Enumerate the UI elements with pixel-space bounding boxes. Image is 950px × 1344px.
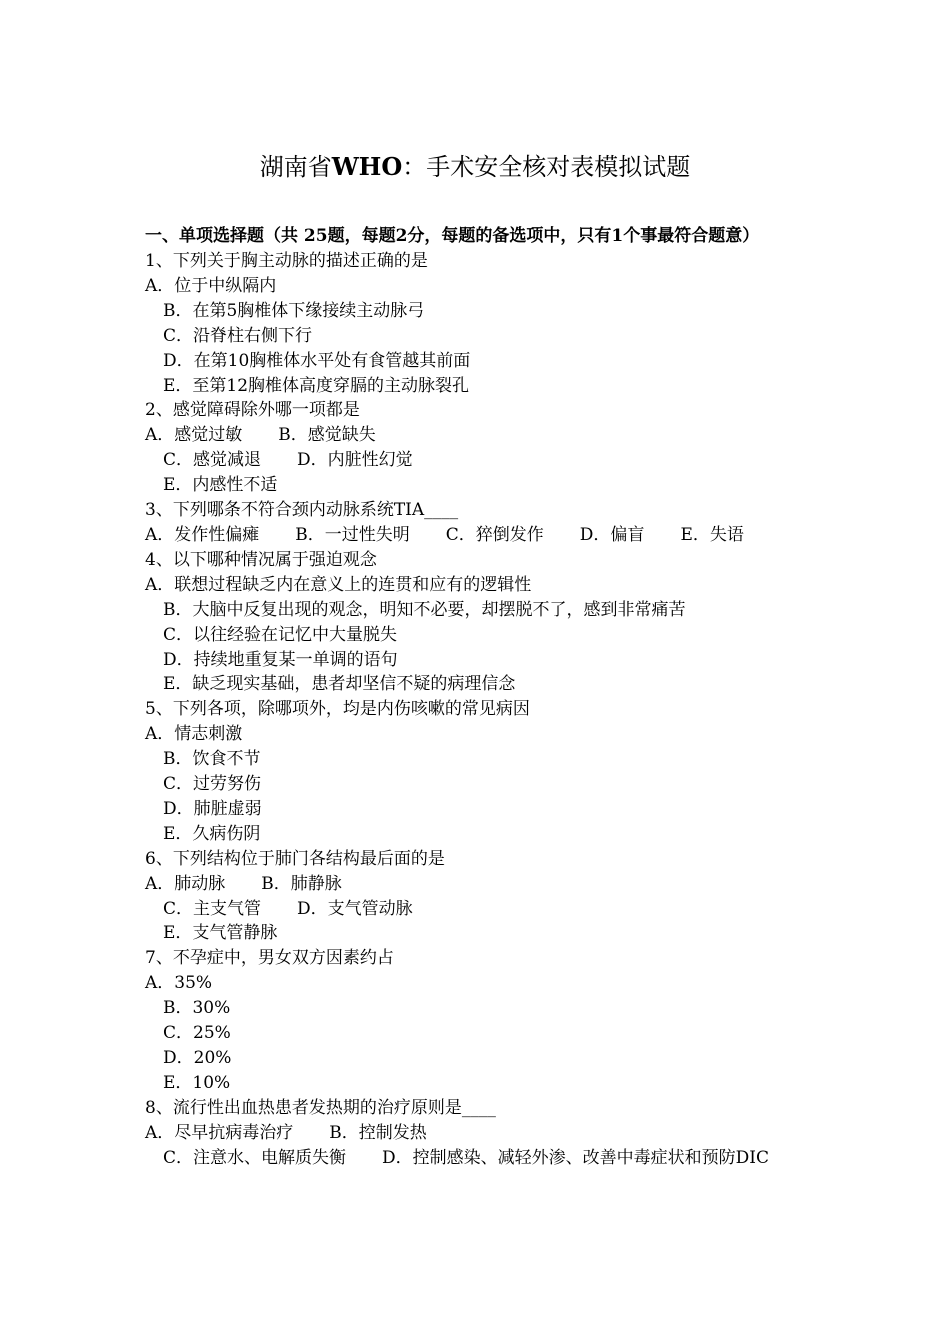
option-row [145,1146,810,1171]
option-e: E．10% [163,1072,231,1093]
question-stem: 5、下列各项，除哪项外，均是内伤咳嗽的常见病因 [145,699,530,720]
option-b: B．感觉缺失 [278,425,376,446]
option-d: D．肺脏虚弱 [163,798,262,819]
option-b: B．大脑中反复出现的观念，明知不必要，却摆脱不了，感到非常痛苦 [163,599,686,620]
option-c: C．猝倒发作 [445,524,544,545]
option-b: B．饮食不节 [163,749,261,770]
option-c: C．感觉减退 [163,450,262,471]
option-a: A．联想过程缺乏内在意义上的连贯和应有的逻辑性 [145,574,532,595]
option-row [145,448,810,473]
option-b: B．肺静脉 [261,873,342,894]
option-b: B．在第5胸椎体下缘接续主动脉弓 [163,300,425,321]
option-e: E．失语 [680,524,744,545]
option-d: D．控制感染、减轻外渗、改善中毒症状和预防DIC [382,1147,769,1168]
question-stem: 7、不孕症中，男女双方因素约占 [145,948,394,969]
option-c: C．过劳努伤 [163,774,262,795]
option-c: C．主支气管 [163,898,262,919]
title-suffix: ：手术安全核对表模拟试题 [402,153,691,181]
option-row [145,1121,810,1146]
option-row [145,897,810,922]
option-a: A．感觉过敏 [145,425,243,446]
option-a: A．肺动脉 [145,873,226,894]
option-e: E．至第12胸椎体高度穿膈的主动脉裂孔 [163,375,470,396]
option-d: D．偏盲 [579,524,645,545]
page-title [0,150,950,184]
option-d: D．在第10胸椎体水平处有食管越其前面 [163,350,471,371]
option-a: A．发作性偏瘫 [145,524,260,545]
option-a: A．位于中纵隔内 [145,275,277,296]
option-row [145,423,810,448]
option-e: E．支气管静脉 [163,923,278,944]
option-c: C．25% [163,1023,231,1044]
option-c: C．以往经验在记忆中大量脱失 [163,624,398,645]
question-stem: 2、感觉障碍除外哪一项都是 [145,400,360,421]
title-prefix: 湖南省 [259,153,332,181]
option-c: C．沿脊柱右侧下行 [163,325,313,346]
option-a: A．尽早抗病毒治疗 [145,1122,294,1143]
option-a: A．35% [145,973,213,994]
option-row [145,872,810,897]
title-bold: WHO [331,152,403,181]
question-stem: 1、下列关于胸主动脉的描述正确的是 [145,251,428,271]
option-e: E．缺乏现实基础，患者却坚信不疑的病理信念 [163,674,516,695]
section-heading: 一、单项选择题（共 25题，每题2分，每题的备选项中，只有1个事最符合题意） [145,226,760,246]
option-d: D．持续地重复某一单调的语句 [163,649,398,670]
option-d: D．内脏性幻觉 [297,450,413,471]
option-c: C．注意水、电解质失衡 [163,1147,347,1168]
question-stem: 6、下列结构位于肺门各结构最后面的是 [145,848,445,869]
option-d: D．20% [163,1048,232,1068]
option-e: E．久病伤阴 [163,823,261,844]
option-b: B．控制发热 [329,1122,427,1143]
option-e: E．内感性不适 [163,475,278,496]
option-a: A．情志刺激 [145,724,243,745]
option-d: D．支气管动脉 [297,898,413,919]
option-b: B．一过性失明 [295,524,410,545]
document-body [145,224,810,1171]
question-stem: 4、以下哪种情况属于强迫观念 [145,549,377,570]
question-stem: 3、下列哪条不符合颈内动脉系统TIA____ [145,500,459,521]
question-stem: 8、流行性出血热患者发热期的治疗原则是____ [145,1097,496,1118]
option-row [145,523,810,548]
option-b: B．30% [163,998,231,1019]
